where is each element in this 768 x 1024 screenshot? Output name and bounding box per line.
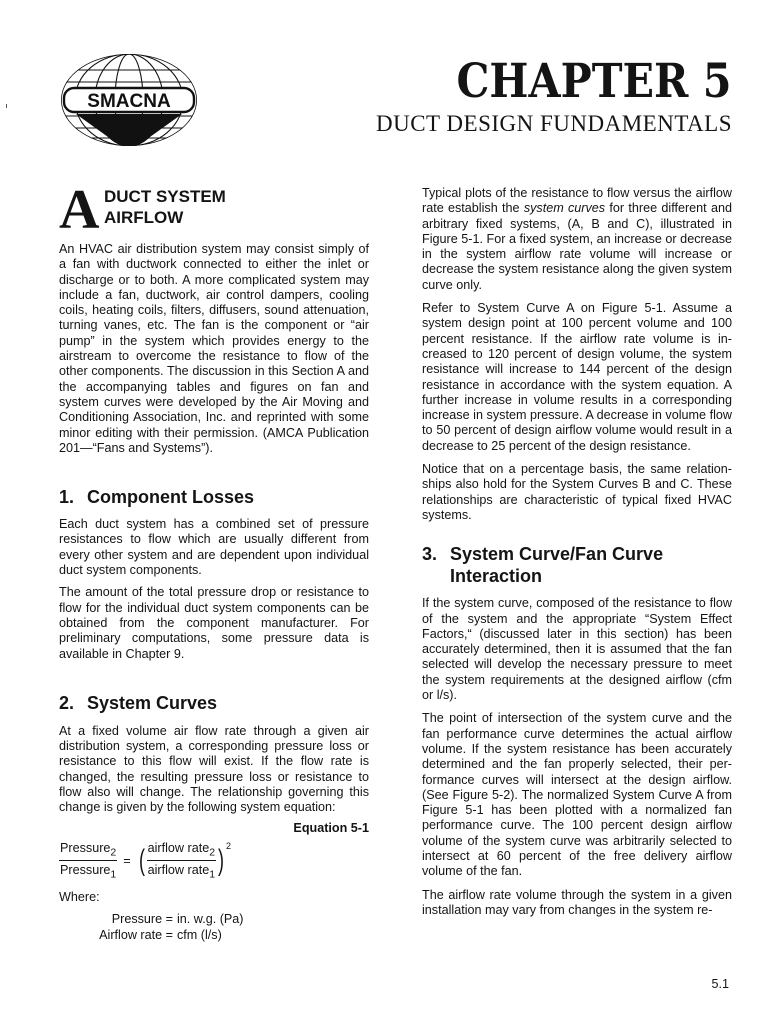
system-equation: $\frac{Pressure_2}{Pressure_1}$ = ( $\frac{airflow rate_2}{airflow rate_1}$ ) 2 (60, 840, 232, 881)
paragraph: Notice that on a percentage basis, the same relationships also hold for the System Curves B and C. These relationships are characteristic of typical fixed HVAC systems. (422, 462, 732, 522)
pressure-ratio: $\frac{Pressure_2}{Pressure_1}$ (60, 841, 117, 881)
intro-paragraph: An HVAC air distribution system may consist simply of a fan with ductwork connected to either the inlet or discharge or to both. A more complicated system may include a fan, ductwork, air control dampers, cooling coils, heating coils, filters, diffusers, sound attenuation, turning vanes, etc. The fan is the component or “air pump” in the system which provides energy to the airstream to overcome the resistance to flow of the other components. The discussion in this Section A and the accompanying tables and figures on fan and system curves were developed by the Air Moving and Conditioning Association, Inc. and reprinted with some minor editing with their permission. (AMCA Publication 201—“Fans and Systems”). (59, 242, 369, 455)
heading-interaction: 3. System Curve/Fan Curve Interaction (422, 544, 664, 587)
section-title: DUCT SYSTEM AIRFLOW (104, 187, 226, 227)
paragraph: Refer to System Curve A on Figure 5-1. Assume a system design point at 100 percent volume and 100 percent resistance. If the airflow rate volume is increased to 120 percent of design volume, the system resistance will increase to 144 percent of the design resistance in accordance with the system equation. A further increase in volume results in a corresponding increase in system pressure. A decrease in volume flow to 50 percent of design airflow volume would result in a decrease to 25 percent of the design resistance. (422, 301, 732, 453)
definitions: Where: Pressure = in. w.g. (Pa) Airflow rate = cfm (l/s) (59, 889, 369, 943)
section-letter: A (59, 179, 100, 241)
heading-system-curves: 2. System Curves (59, 692, 218, 713)
paragraph: The amount of the total pressure drop or resistance to flow for the individual duct system components can be obtained from the component manufacturer. For preliminary computations, some pressure data is available in Chapter 9. (59, 585, 369, 661)
left-column (59, 179, 369, 943)
right-column (422, 186, 732, 926)
smacna-logo (58, 52, 200, 156)
paragraph: At a fixed volume air flow rate through a given air distribution system, a corresponding pressure loss or resistance to this flow will exist. If the flow rate is changed, the resulting pressure loss or resistance to flow also will change. The relationship governing this change is given by the following system equation: (59, 723, 369, 815)
paragraph: Each duct system has a combined set of pressure resistances to flow which are usually different from every other system and are dependent upon individual duct system components. (59, 517, 369, 578)
section-a-heading (59, 179, 369, 241)
paragraph: Typical plots of the resistance to flow versus the airflow rate establish the system curves for three different and arbitrary fixed systems, (A, B and C), illustrated in Figure 5-1. For a fixed system, an increase or decrease in the system airflow rate volume will increase or decrease the system resistance along the given system curve only. (422, 186, 732, 292)
definition-row: Airflow rate = cfm (l/s) (99, 927, 222, 942)
margin-mark (6, 104, 7, 108)
equation-label: Equation 5-1 (293, 820, 369, 835)
paragraph: If the system curve, composed of the resistance to flow of the system and the appropriate “System Effect Factors,“ (discussed later in this section) has been accurately determined, then it is assumed that the fan selected will develop the necessary pressure to meet the system requirements at the designed airflow (cfm or l/s). (422, 596, 732, 703)
definition-row: Pressure = in. w.g. (Pa) (111, 911, 244, 926)
paragraph: The point of intersection of the system curve and the fan performance curve determines the actual airflow volume. If the system resistance has been accurately determined and the fan properly selected, their performance curves will intersect at the design airflow. (See Figure 5-2). The normalized System Curve A from Figure 5-1 has been plotted with a normalized fan performance curve. The 100 percent design airflow volume of the system curve was arbitrarily selected to intersect at 60 percent of the free delivery airflow volume of the fan. (422, 711, 732, 879)
airflow-ratio: $\frac{airflow rate_2}{airflow rate_1}$ (147, 841, 216, 881)
chapter-title: CHAPTER 5 (456, 54, 732, 109)
page-number: 5.1 (711, 977, 729, 991)
chapter-subtitle: DUCT DESIGN FUNDAMENTALS (375, 111, 732, 136)
paragraph: The airflow rate volume through the system in a given installation may vary from changes in the system re- (422, 887, 732, 917)
heading-component-losses: 1. Component Losses (59, 487, 255, 508)
svg-text:SMACNA: SMACNA (87, 91, 171, 112)
